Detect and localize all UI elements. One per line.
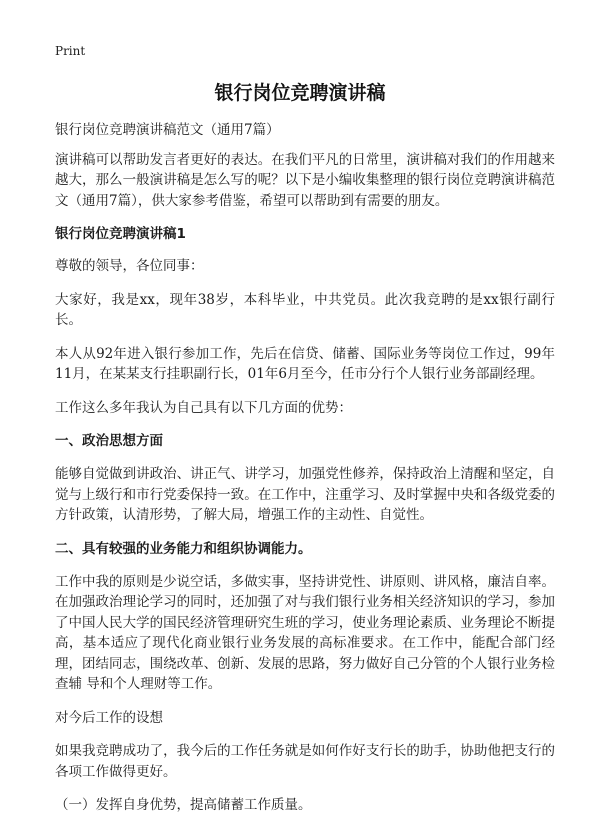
subtitle: 银行岗位竞聘演讲稿范文（通用7篇） [55,122,280,138]
heading-political: 一、政治思想方面 [55,433,163,449]
paragraph-2: 本人从92年进入银行参加工作，先后在信贷、储蓄、国际业务等岗位工作过，99年11月，在某某支行挂职副行长，01年6月至今，任市分行个人银行业务部副经理。 [55,345,555,382]
paragraph-8: （一）发挥自身优势，提高储蓄工作质量。 [55,797,312,813]
paragraph-4: 能够自觉做到讲政治、讲正气、讲学习，加强党性修养，保持政治上清醒和坚定，自觉与上级行和市行党委保持一致。在工作中，注重学习、及时掌握中央和各级党委的方针政策，认清形势，了解大局，增强工作的主动性、自觉性。 [55,466,555,523]
intro-paragraph: 演讲稿可以帮助发言者更好的表达。在我们平凡的日常里，演讲稿对我们的作用越来越大，那么一般演讲稿是怎么写的呢？以下是小编收集整理的银行岗位竞聘演讲稿范文（通用7篇），供大家参考借鉴，希望可以帮助到有需要的朋友。 [55,151,555,209]
paragraph-1: 大家好，我是xx，现年38岁，本科毕业，中共党员。此次我竞聘的是xx银行副行长。 [55,291,555,328]
paragraph-7: 如果我竞聘成功了，我今后的工作任务就是如何作好支行长的助手，协助他把支行的各项工作做得更好。 [55,743,555,780]
section-title: 银行岗位竞聘演讲稿1 [55,226,186,242]
page-title: 银行岗位竞聘演讲稿 [214,82,386,104]
paragraph-5: 工作中我的原则是少说空话，多做实事，坚持讲党性、讲原则、讲风格，廉洁自率。在加强政治理论学习的同时，还加强了对与我们银行业务相关经济知识的学习，参加了中国人民大学的国民经济管理研究生班的学习，使业务理论素质、业务理论不断提高，基本适应了现代化商业银行业务发展的高标准要求。在工作中，能配合部门经理，团结同志，围绕改革、创新、发展的思路，努力做好自己分管的个人银行业务检查辅 导和个人理财等工作。 [55,573,555,692]
paragraph-6: 对今后工作的设想 [55,709,163,726]
heading-business-ability: 二、具有较强的业务能力和组织协调能力。 [55,540,312,557]
document-body [55,120,555,816]
paragraph-3: 工作这么多年我认为自己具有以下几方面的优势： [55,399,352,416]
print-label[interactable]: Print [55,44,86,58]
greeting: 尊敬的领导，各位同事： [55,258,204,274]
